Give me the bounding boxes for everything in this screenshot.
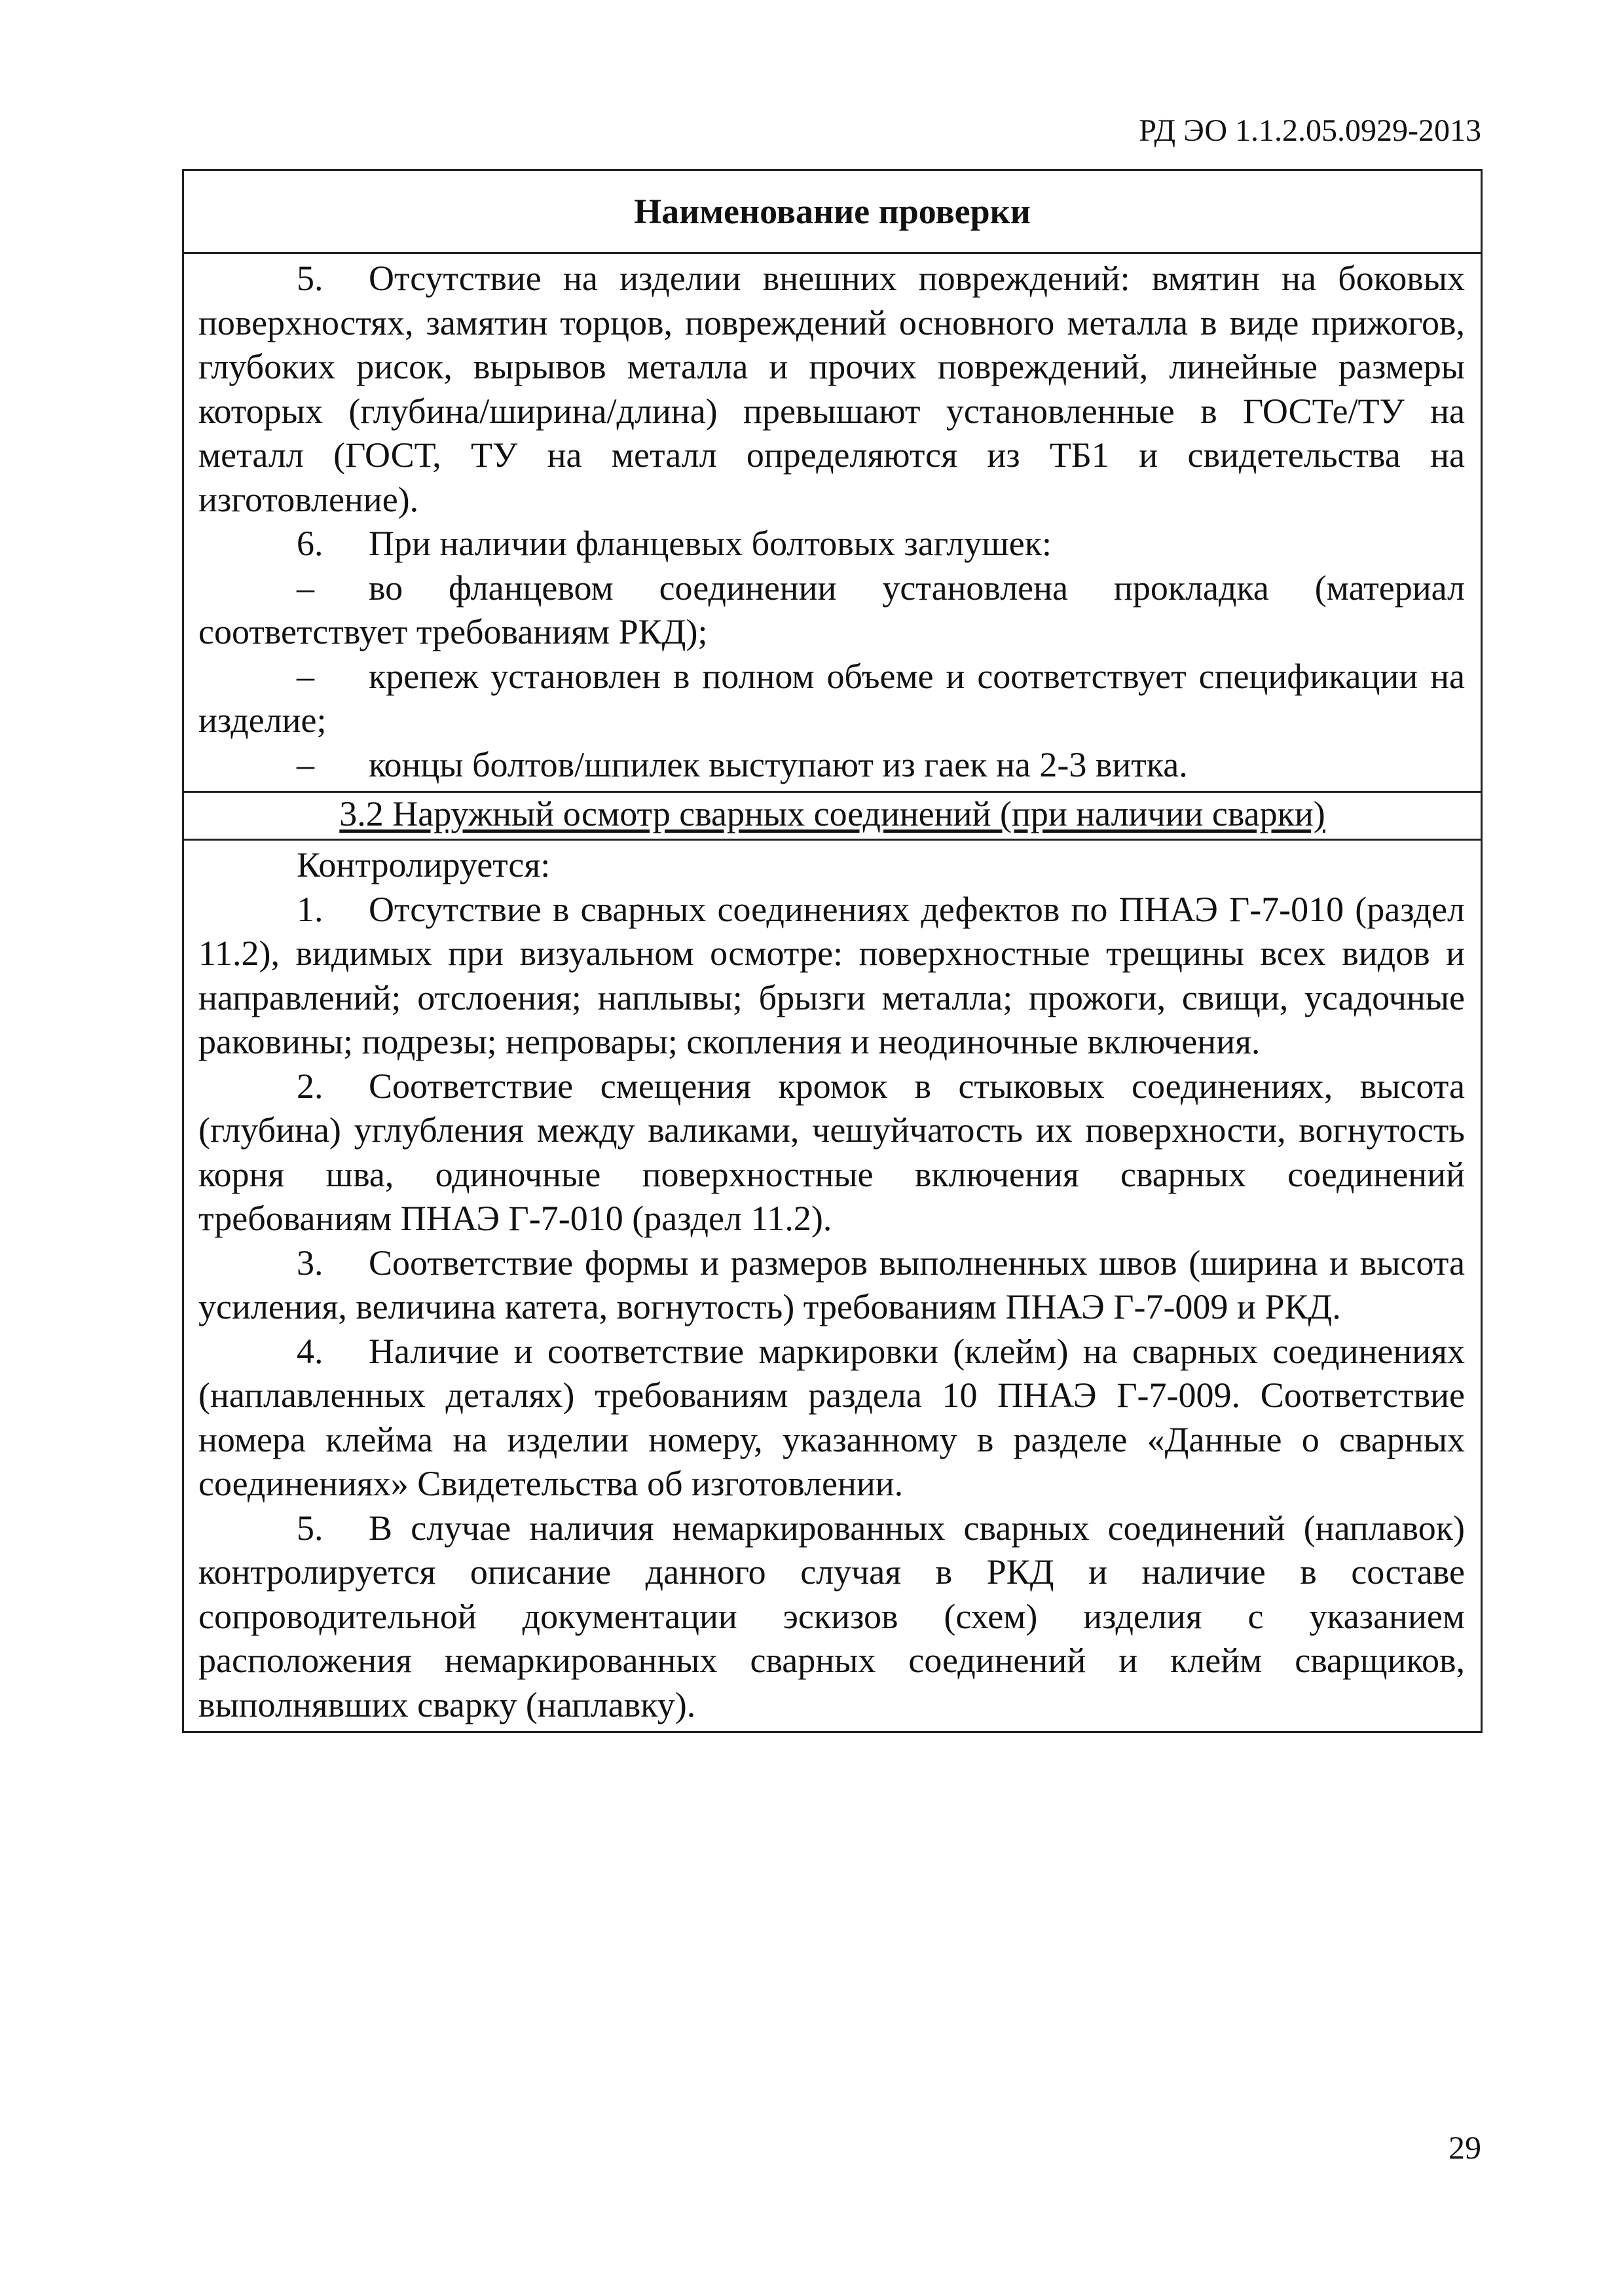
document-code: РД ЭО 1.1.2.05.0929-2013 <box>1139 113 1481 148</box>
check-subitem: – концы болтов/шпилек выступают из гаек на 2-3 витка. <box>297 744 1188 784</box>
check-item: 5. Отсутствие на изделии внешних повреждений: вмятин на боковых поверхностях, замятин торцов, повреждений основного металла в виде прижогов, глубоких рисок, вырывов металла и прочих повреждений, линейные размеры которых (глубина/ширина/длина) превышают установленные в ГОСТе/ТУ на металл (ГОСТ, ТУ на металл определяются из ТБ1 и свидетельства на изготовление). <box>198 259 1465 519</box>
check-item: 3. Соответствие формы и размеров выполненных швов (ширина и высота усиления, величина катета, вогнутость) требованиям ПНАЭ Г-7-009 и РКД. <box>198 1243 1465 1326</box>
checks-table <box>182 169 1483 1733</box>
check-item: 4. Наличие и соответствие маркировки (клейм) на сварных соединениях (наплавленных деталях) требованиям раздела 10 ПНАЭ Г-7-009. Соответствие номера клейма на изделии номеру, указанному в разделе «Данные о сварных соединениях» Свидетельства об изготовлении. <box>198 1331 1465 1503</box>
check-item: 5. В случае наличия немаркированных сварных соединений (наплавок) контролируется описание данного случая в РКД и наличие в составе сопроводительной документации эскизов (схем) изделия с указанием расположения немаркированных сварных соединений и клейм сварщиков, выполнявших сварку (наплавку). <box>198 1508 1465 1724</box>
table-column-header: Наименование проверки <box>184 171 1481 254</box>
page-number: 29 <box>1449 2129 1481 2166</box>
check-item: 1. Отсутствие в сварных соединениях дефектов по ПНАЭ Г-7-010 (раздел 11.2), видимых при визуальном осмотре: поверхностные трещины всех видов и направлений; отслоения; наплывы; брызги металла; прожоги, свищи, усадочные раковины; подрезы; непровары; скопления и неодиночные включения. <box>198 889 1465 1061</box>
check-subitem: – во фланцевом соединении установлена прокладка (материал соответствует требованиям РКД); <box>198 568 1465 651</box>
check-item: 2. Соответствие смещения кромок в стыковых соединениях, высота (глубина) углубления между валиками, чешуйчатость их поверхности, вогнутость корня шва, одиночные поверхностные включения сварных соединений требованиям ПНАЭ Г-7-010 (раздел 11.2). <box>198 1066 1465 1238</box>
check-subitem: – крепеж установлен в полном объеме и соответствует спецификации на изделие; <box>198 656 1465 740</box>
section-title-welds: 3.2 Наружный осмотр сварных соединений (при наличии сварки) <box>184 793 1481 841</box>
check-item: 6. При наличии фланцевых болтовых заглушек: <box>297 524 1052 563</box>
checks-cell-welds <box>184 841 1481 1731</box>
checks-cell-external <box>184 254 1481 793</box>
check-intro: Контролируется: <box>297 845 551 884</box>
